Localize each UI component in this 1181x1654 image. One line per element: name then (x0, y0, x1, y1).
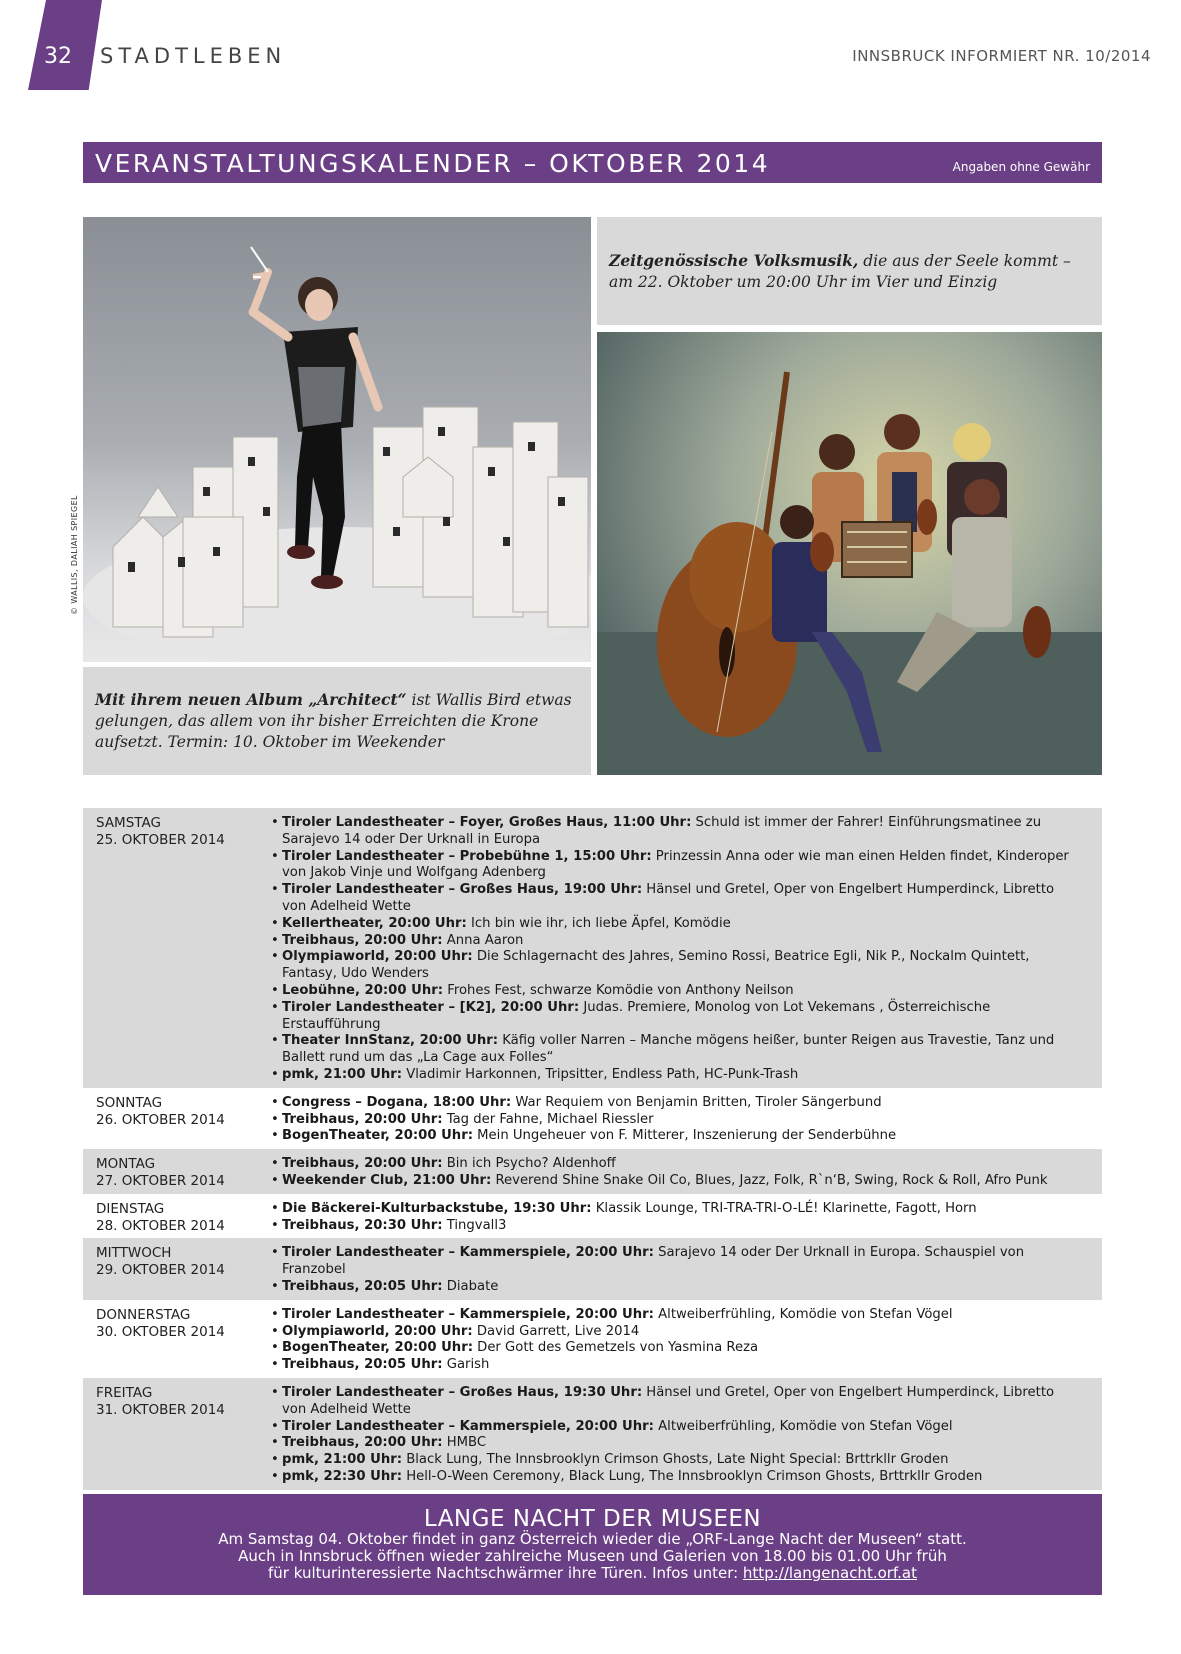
day-weekday: MITTWOCH (96, 1245, 172, 1262)
event-item (271, 1245, 1081, 1279)
day-date: 31. OKTOBER 2014 (96, 1401, 225, 1418)
caption-right-bold: Zeitgenössische Volksmusik, (609, 251, 859, 270)
event-item (271, 1033, 1081, 1067)
event-venue: Theater InnStanz, 20:00 Uhr: (282, 1033, 499, 1049)
day-label (96, 1201, 225, 1235)
event-calendar (83, 808, 1102, 1490)
event-description: Prinzessin Anna oder wie man einen Helden findet, Kinderoper von Jakob Vinje und Wolfgang Adenberg (282, 848, 1069, 881)
day-block (83, 1238, 1102, 1299)
event-description: Der Gott des Gemetzels von Yasmina Reza (472, 1340, 759, 1356)
event-item (271, 1156, 1081, 1173)
event-item (271, 1452, 1081, 1469)
caption-left-bold: Mit ihrem neuen Album „Architect“ (95, 690, 407, 709)
event-description: Anna Aaron (442, 932, 524, 948)
event-venue: Treibhaus, 20:00 Uhr: (282, 1156, 443, 1172)
event-list (271, 1095, 1081, 1145)
event-description: HMBC (442, 1435, 487, 1451)
event-description: Hänsel und Gretel, Oper von Engelbert Humperdinck, Libretto von Adelheid Wette (282, 882, 1055, 914)
event-item (271, 1112, 1081, 1129)
event-item (271, 983, 1081, 1000)
event-item (271, 1324, 1081, 1341)
day-date: 28. OKTOBER 2014 (96, 1217, 225, 1234)
day-weekday: SONNTAG (96, 1094, 163, 1111)
event-item (271, 1201, 1081, 1218)
day-weekday: DIENSTAG (96, 1200, 165, 1217)
page-title: VERANSTALTUNGSKALENDER – OKTOBER 2014 (95, 149, 771, 178)
event-venue: Tiroler Landestheater – Kammerspiele, 20:00 Uhr: (282, 1306, 654, 1322)
day-block (83, 1300, 1102, 1378)
event-venue: Leobühne, 20:00 Uhr: (282, 982, 443, 998)
event-item (271, 1279, 1081, 1296)
event-description: Sarajevo 14 oder Der Urknall in Europa. Schauspiel von Franzobel (282, 1245, 1025, 1278)
day-date: 30. OKTOBER 2014 (96, 1323, 225, 1340)
day-date: 26. OKTOBER 2014 (96, 1111, 225, 1128)
event-description: Die Schlagernacht des Jahres, Semino Rossi, Beatrice Egli, Nik P., Nockalm Quintett, Fantasy, Udo Wenders (282, 949, 1030, 982)
event-item (271, 1340, 1081, 1357)
event-list (271, 815, 1081, 1084)
event-item (271, 916, 1081, 933)
event-description: Hell-O-Ween Ceremony, Black Lung, The Innsbrooklyn Crimson Ghosts, Brttrkllr Groden (402, 1468, 983, 1484)
event-item (271, 1469, 1081, 1486)
day-label (96, 815, 225, 849)
event-description: Käfig voller Narren – Manche mögens heißer, bunter Reigen aus Travestie, Tanz und Ballett rund um das „La Cage aux Folles“ (282, 1033, 1055, 1066)
day-block (83, 1378, 1102, 1490)
museum-night-box (83, 1494, 1102, 1595)
event-venue: Treibhaus, 20:00 Uhr: (282, 1111, 443, 1127)
day-weekday: DONNERSTAG (96, 1306, 191, 1323)
photo-volksmusik-ensemble (597, 332, 1102, 775)
event-venue: Tiroler Landestheater – Foyer, Großes Haus, 11:00 Uhr: (282, 815, 692, 830)
day-label (96, 1156, 225, 1190)
event-item (271, 1385, 1081, 1419)
title-bar (83, 142, 1102, 183)
event-description: Klassik Lounge, TRI-TRA-TRI-O-LÉ! Klarinette, Fagott, Horn (591, 1200, 977, 1216)
event-description: Altweiberfrühling, Komödie von Stefan Vögel (653, 1306, 953, 1322)
event-venue: Kellertheater, 20:00 Uhr: (282, 915, 467, 931)
event-description: Ich bin wie ihr, ich liebe Äpfel, Komödie (466, 915, 731, 931)
event-item (271, 1419, 1081, 1436)
event-venue: pmk, 21:00 Uhr: (282, 1452, 402, 1468)
event-description: Schuld ist immer der Fahrer! Einführungsmatinee zu Sarajevo 14 oder Der Urknall in Europa (282, 815, 1042, 847)
museum-night-link[interactable]: http://langenacht.orf.at (742, 1564, 917, 1582)
event-item (271, 1307, 1081, 1324)
event-description: Bin ich Psycho? Aldenhoff (442, 1156, 616, 1172)
event-venue: Tiroler Landestheater – Kammerspiele, 20:00 Uhr: (282, 1418, 654, 1434)
event-venue: pmk, 22:30 Uhr: (282, 1468, 402, 1484)
event-venue: Congress – Dogana, 18:00 Uhr: (282, 1094, 512, 1110)
event-item (271, 1357, 1081, 1374)
event-item (271, 1067, 1081, 1084)
photo-wallis-bird (83, 217, 591, 662)
event-description: Mein Ungeheuer von F. Mitterer, Inszenierung der Senderbühne (472, 1128, 897, 1144)
museum-night-line-3 (83, 1565, 1102, 1582)
event-description: Tingvall3 (442, 1217, 507, 1233)
event-venue: Olympiaworld, 20:00 Uhr: (282, 1323, 473, 1339)
section-name: STADTLEBEN (100, 44, 287, 68)
caption-left-text: ist Wallis Bird etwas gelungen, das allem von ihr bisher Erreichten die Krone aufsetzt. Termin: 10. Oktober im Weekender (95, 691, 572, 751)
page-number: 32 (44, 44, 72, 69)
event-venue: Olympiaworld, 20:00 Uhr: (282, 949, 473, 965)
event-venue: Tiroler Landestheater – Kammerspiele, 20:00 Uhr: (282, 1245, 654, 1261)
photo-volksmusik-illustration (597, 332, 1102, 775)
event-venue: Treibhaus, 20:30 Uhr: (282, 1217, 443, 1233)
event-venue: BogenTheater, 20:00 Uhr: (282, 1340, 473, 1356)
event-venue: Tiroler Landestheater – [K2], 20:00 Uhr: (282, 999, 580, 1015)
event-venue: pmk, 21:00 Uhr: (282, 1066, 402, 1082)
event-item (271, 1173, 1081, 1190)
event-list (271, 1245, 1081, 1295)
event-description: War Requiem von Benjamin Britten, Tiroler Sängerbund (511, 1094, 882, 1110)
event-description: Frohes Fest, schwarze Komödie von Anthony Neilson (443, 982, 794, 998)
day-date: 25. OKTOBER 2014 (96, 831, 225, 848)
museum-night-title: LANGE NACHT DER MUSEEN (423, 1506, 762, 1532)
event-item (271, 949, 1081, 983)
event-item (271, 815, 1081, 849)
event-description: Tag der Fahne, Michael Riessler (442, 1111, 654, 1127)
day-label (96, 1307, 225, 1341)
day-date: 27. OKTOBER 2014 (96, 1172, 225, 1189)
event-venue: Treibhaus, 20:05 Uhr: (282, 1278, 443, 1294)
caption-right-text: die aus der Seele kommt – am 22. Oktober um 20:00 Uhr im Vier und Einzig (609, 252, 1071, 291)
event-list (271, 1385, 1081, 1486)
event-venue: Weekender Club, 21:00 Uhr: (282, 1172, 492, 1188)
event-venue: Treibhaus, 20:05 Uhr: (282, 1357, 443, 1373)
day-label (96, 1245, 225, 1279)
event-list (271, 1156, 1081, 1190)
event-venue: Tiroler Landestheater – Probebühne 1, 15:00 Uhr: (282, 848, 652, 864)
museum-night-line-1: Am Samstag 04. Oktober findet in ganz Österreich wieder die „ORF-Lange Nacht der Museen“ statt. (218, 1530, 967, 1548)
event-venue: Die Bäckerei-Kulturbackstube, 19:30 Uhr: (282, 1200, 592, 1216)
caption-volksmusik (597, 217, 1102, 325)
day-block (83, 808, 1102, 1088)
museum-night-line-3-text: für kulturinteressierte Nachtschwärmer ihre Türen. Infos unter: (268, 1564, 743, 1582)
event-description: Black Lung, The Innsbrooklyn Crimson Ghosts, Late Night Special: Brttrkllr Groden (402, 1452, 949, 1468)
event-description: David Garrett, Live 2014 (472, 1323, 640, 1339)
event-item (271, 1128, 1081, 1145)
event-list (271, 1307, 1081, 1374)
event-item (271, 1435, 1081, 1452)
event-description: Diabate (442, 1278, 499, 1294)
day-weekday: SAMSTAG (96, 815, 161, 831)
event-item (271, 1095, 1081, 1112)
event-description: Hänsel und Gretel, Oper von Engelbert Humperdinck, Libretto von Adelheid Wette (282, 1384, 1055, 1417)
event-description: Altweiberfrühling, Komödie von Stefan Vögel (653, 1418, 953, 1434)
event-item (271, 849, 1081, 883)
day-date: 29. OKTOBER 2014 (96, 1262, 225, 1279)
event-description: Reverend Shine Snake Oil Co, Blues, Jazz, Folk, R`n‘B, Swing, Rock & Roll, Afro Punk (491, 1172, 1048, 1188)
day-block (83, 1194, 1102, 1239)
day-block (83, 1149, 1102, 1194)
event-description: Vladimir Harkonnen, Tripsitter, Endless Path, HC-Punk-Trash (402, 1066, 799, 1082)
day-label (96, 1095, 225, 1129)
event-venue: Tiroler Landestheater – Großes Haus, 19:30 Uhr: (282, 1384, 643, 1400)
photo-wallis-bird-illustration (83, 217, 591, 662)
event-list (271, 1201, 1081, 1235)
day-weekday: FREITAG (96, 1384, 153, 1401)
day-weekday: MONTAG (96, 1156, 156, 1173)
event-item (271, 933, 1081, 950)
event-item (271, 1000, 1081, 1034)
event-venue: Tiroler Landestheater – Großes Haus, 19:00 Uhr: (282, 882, 643, 898)
event-item (271, 882, 1081, 916)
event-description: Judas. Premiere, Monolog von Lot Vekemans , Österreichische Erstaufführung (282, 999, 991, 1032)
disclaimer-note: Angaben ohne Gewähr (952, 160, 1090, 174)
event-venue: Treibhaus, 20:00 Uhr: (282, 932, 443, 948)
event-item (271, 1218, 1081, 1235)
caption-wallis-bird (83, 667, 591, 775)
event-venue: Treibhaus, 20:00 Uhr: (282, 1435, 443, 1451)
event-venue: BogenTheater, 20:00 Uhr: (282, 1128, 473, 1144)
day-label (96, 1385, 225, 1419)
day-block (83, 1088, 1102, 1149)
issue-label: INNSBRUCK INFORMIERT NR. 10/2014 (852, 47, 1151, 65)
event-description: Garish (442, 1357, 490, 1373)
photo-credit: © WALLIS, DALIAH SPIEGEL (70, 495, 79, 615)
museum-night-line-2: Auch in Innsbruck öffnen wieder zahlreiche Museen und Galerien von 18.00 bis 01.00 Uhr früh (238, 1547, 947, 1565)
